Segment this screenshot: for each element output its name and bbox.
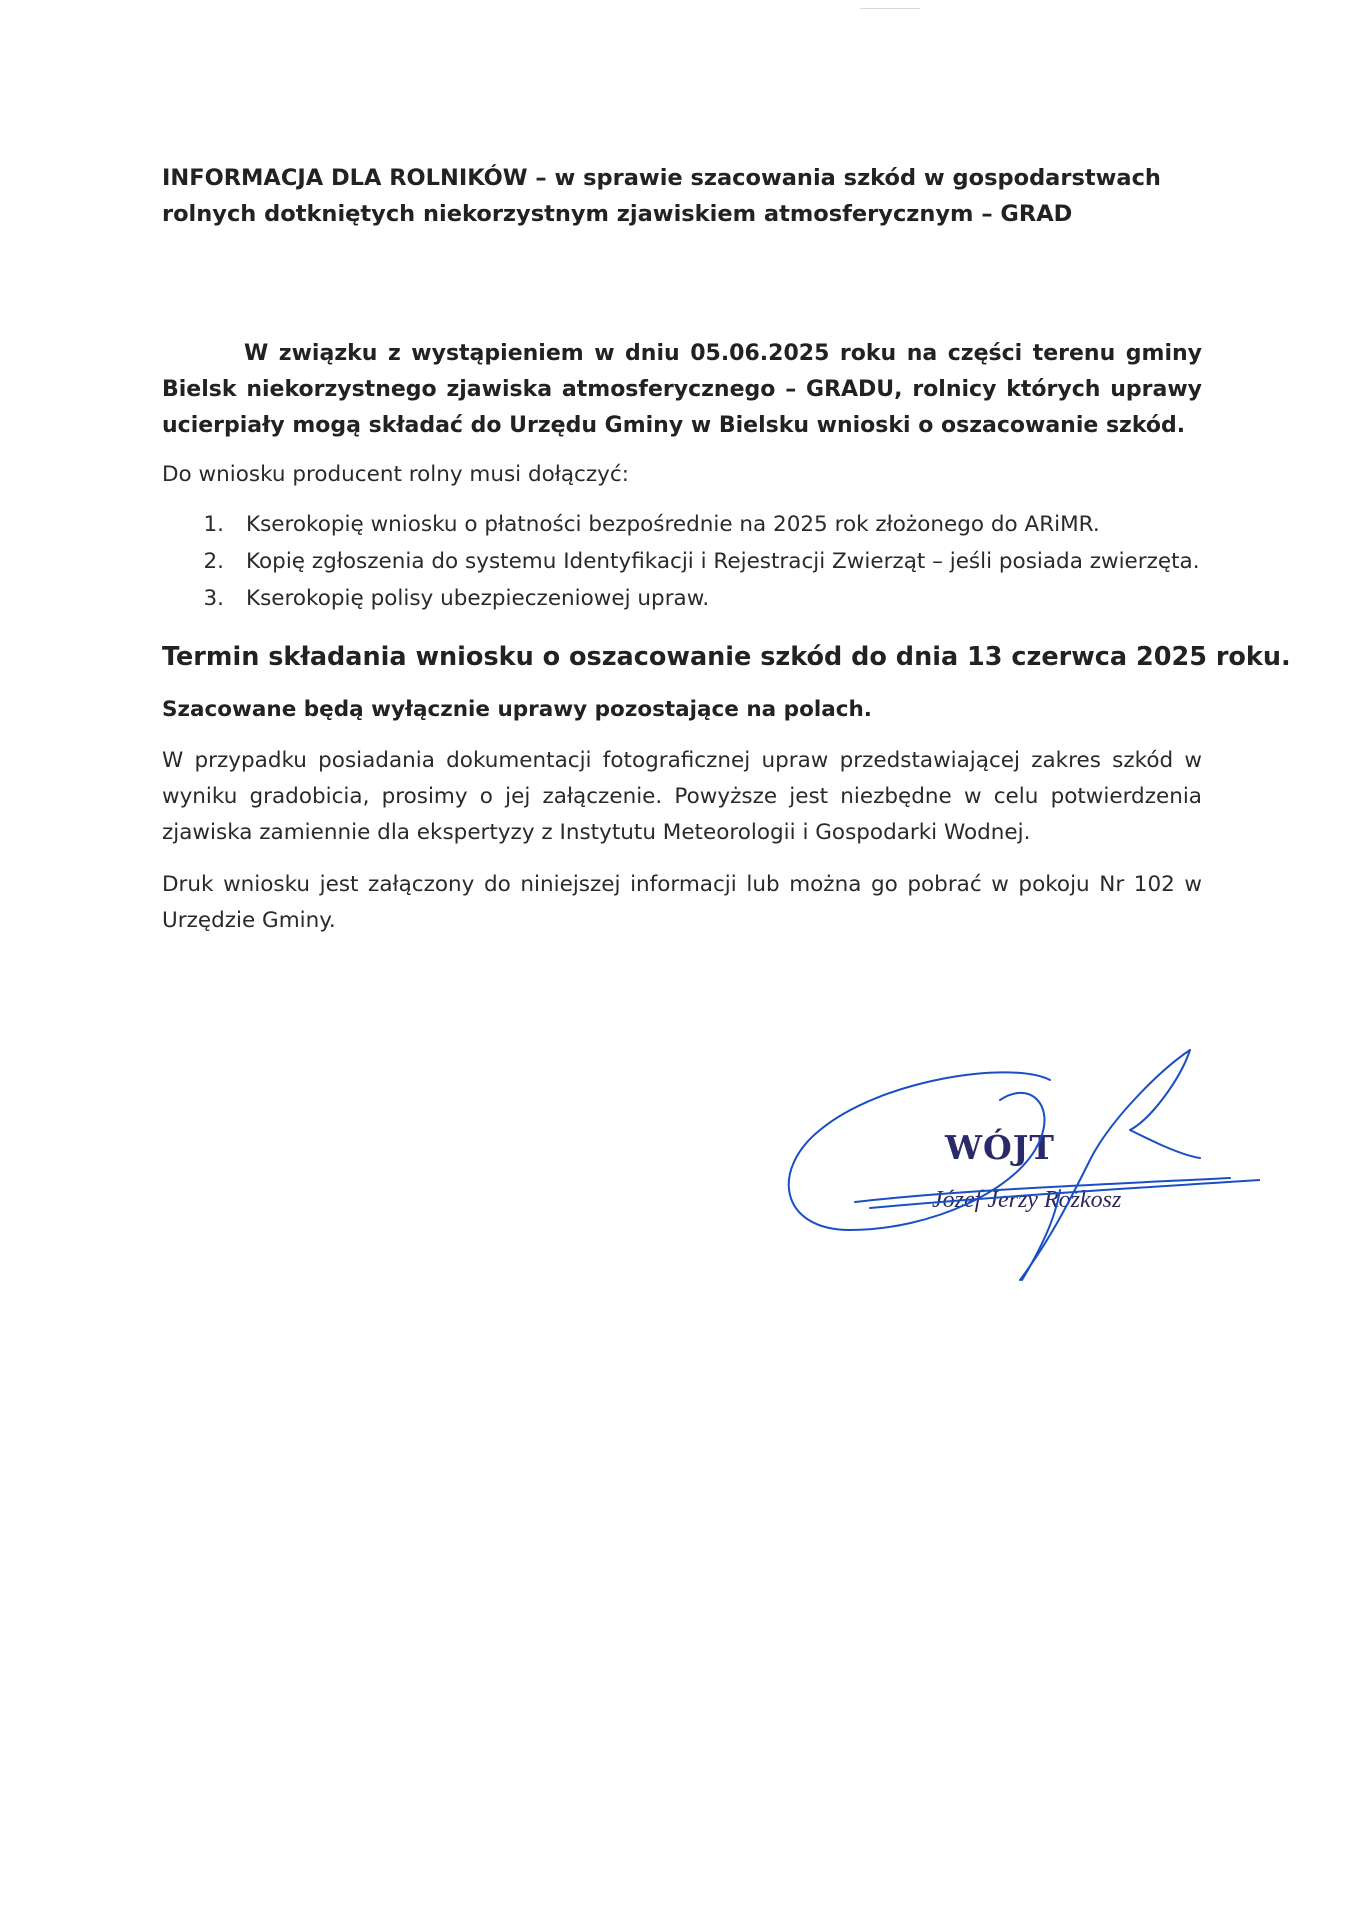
document-title [162, 160, 1202, 232]
list-item [162, 543, 1202, 580]
intro-paragraph: W związku z wystąpieniem w dniu 05.06.2025 roku na części terenu gminy Bielsk niekorzystnego zjawiska atmosferycznego – GRADU, rolnicy których uprawy ucierpiały mogą składać do Urzędu Gminy w Bielsku wnioski o oszacowanie szkód. [162, 341, 1202, 438]
scan-mark [860, 8, 920, 9]
requirements-list [162, 506, 1202, 617]
list-item-text: Kopię zgłoszenia do systemu Identyfikacji i Rejestracji Zwierząt – jeśli posiada zwierzęta. [246, 549, 1200, 574]
list-item-text: Kserokopię polisy ubezpieczeniowej upraw. [246, 586, 710, 611]
list-item [162, 506, 1202, 543]
photo-documentation-paragraph: W przypadku posiadania dokumentacji fotograficznej upraw przedstawiającej zakres szkód w wyniku gradobicia, prosimy o jej załączenie. Powyższe jest niezbędne w celu potwierdzenia zjawiska zamiennie dla ekspertyzy z Instytutu Meteorologii i Gospodarki Wodnej. [162, 748, 1202, 845]
crops-notice: Szacowane będą wyłącznie uprawy pozostające na polach. [162, 697, 872, 722]
stamp-name: Józef Jerzy Rożkosz [932, 1187, 1122, 1213]
list-item-number: 2. [203, 549, 224, 574]
stamp-title: WÓJT [945, 1128, 1055, 1167]
list-item-number: 3. [203, 586, 224, 611]
signature-stroke-1 [1020, 1050, 1190, 1280]
requirements-lead: Do wniosku producent rolny musi dołączyć: [162, 462, 629, 487]
deadline-notice: Termin składania wniosku o oszacowanie szkód do dnia 13 czerwca 2025 roku. [162, 642, 1291, 672]
signature-loop [789, 1072, 1050, 1230]
document-content [162, 160, 1291, 939]
signature-tail [1022, 1190, 1060, 1280]
title-rest: – w sprawie szacowania szkód w gospodarstwach rolnych dotkniętych niekorzystnym zjawiskiem atmosferycznym – GRAD [162, 165, 1161, 227]
signature-stroke-2 [1130, 1050, 1200, 1158]
form-info-paragraph: Druk wniosku jest załączony do niniejszej informacji lub można go pobrać w pokoju Nr 102 w Urzędzie Gminy. [162, 872, 1202, 933]
signature-stamp [760, 1040, 1260, 1320]
list-item-number: 1. [203, 512, 224, 537]
list-item [162, 580, 1202, 617]
title-bold: INFORMACJA DLA ROLNIKÓW [162, 165, 528, 191]
signature-underline [855, 1178, 1230, 1202]
handwritten-signature [760, 1040, 1260, 1320]
list-item-text: Kserokopię wniosku o płatności bezpośrednie na 2025 rok złożonego do ARiMR. [246, 512, 1100, 537]
